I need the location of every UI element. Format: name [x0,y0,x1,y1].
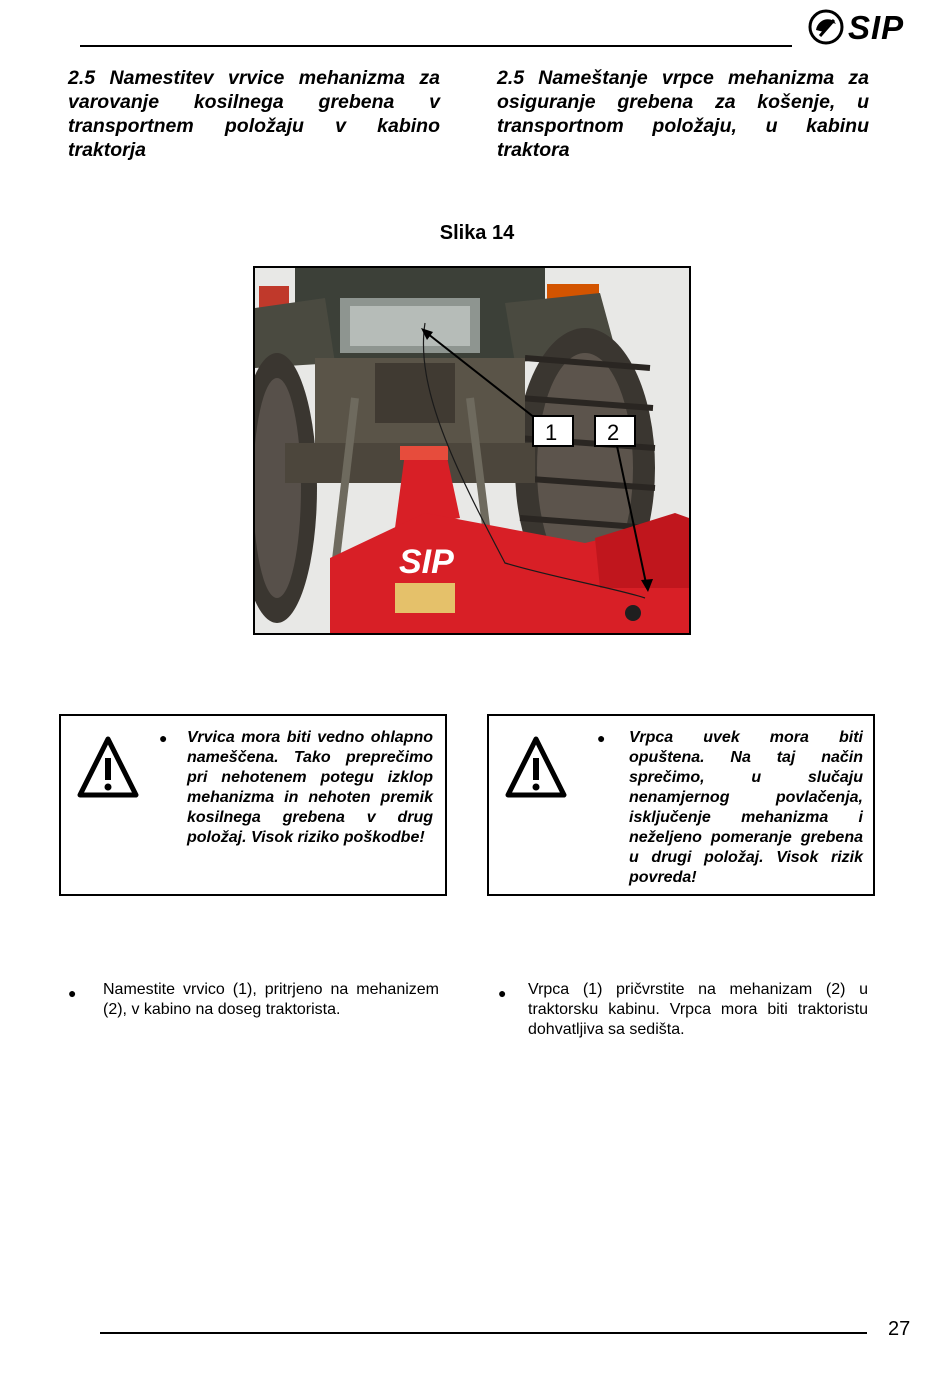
figure-caption: Slika 14 [439,222,515,244]
warning-text-slovenian: Vrvica mora biti vedno ohlapno nameščena. Tako preprečimo pri nehotenem potegu izklop mehanizma in nehoten premik kosilnega grebena v drug položaj. Visok riziko poškodbe! [187,729,433,846]
warning-triangle-icon [505,736,567,798]
section-heading-slovenian: 2.5 Namestitev vrvice mehanizma za varovanje kosilnega grebena v transportnem položaju v kabino traktorja [68,67,440,161]
footer-rule [100,1332,867,1334]
logo-text: SIP [848,9,905,46]
tractor-illustration [255,268,689,633]
instruction-text-croatian: Vrpca (1) pričvrstite na mehanizam (2) u traktorsku kabinu. Vrpca mora biti traktoristu dohvatljiva sa sedišta. [528,981,868,1038]
instruction-text-slovenian: Namestite vrvico (1), pritrjeno na mehanizem (2), v kabino na doseg traktorista. [103,981,439,1018]
figure-tractor-photo [253,266,691,635]
figure-machine-logo: SIP [399,543,454,581]
callout-label-2: 2 [607,420,620,445]
callout-label-1: 1 [545,420,558,445]
bullet-icon: ● [498,985,507,1001]
bullet-icon: ● [68,985,77,1001]
page-number: 27 [888,1318,911,1340]
bullet-icon: ● [597,730,606,746]
bullet-icon: ● [159,730,168,746]
warning-box-slovenian [59,714,447,896]
header-rule [80,45,792,47]
warning-box-croatian [487,714,875,896]
warning-text-croatian: Vrpca uvek mora biti opuštena. Na taj način sprečimo, u slučaju nenamjernog povlačenja, isključenje mehanizma i neželjeno pomeranje grebena u drugi položaj. Visok rizik povreda! [629,729,863,886]
section-heading-croatian: 2.5 Nameštanje vrpce mehanizma za osiguranje grebena za košenje, u transportnom položaju, u kabinu traktora [497,67,869,161]
warning-triangle-icon [77,736,139,798]
